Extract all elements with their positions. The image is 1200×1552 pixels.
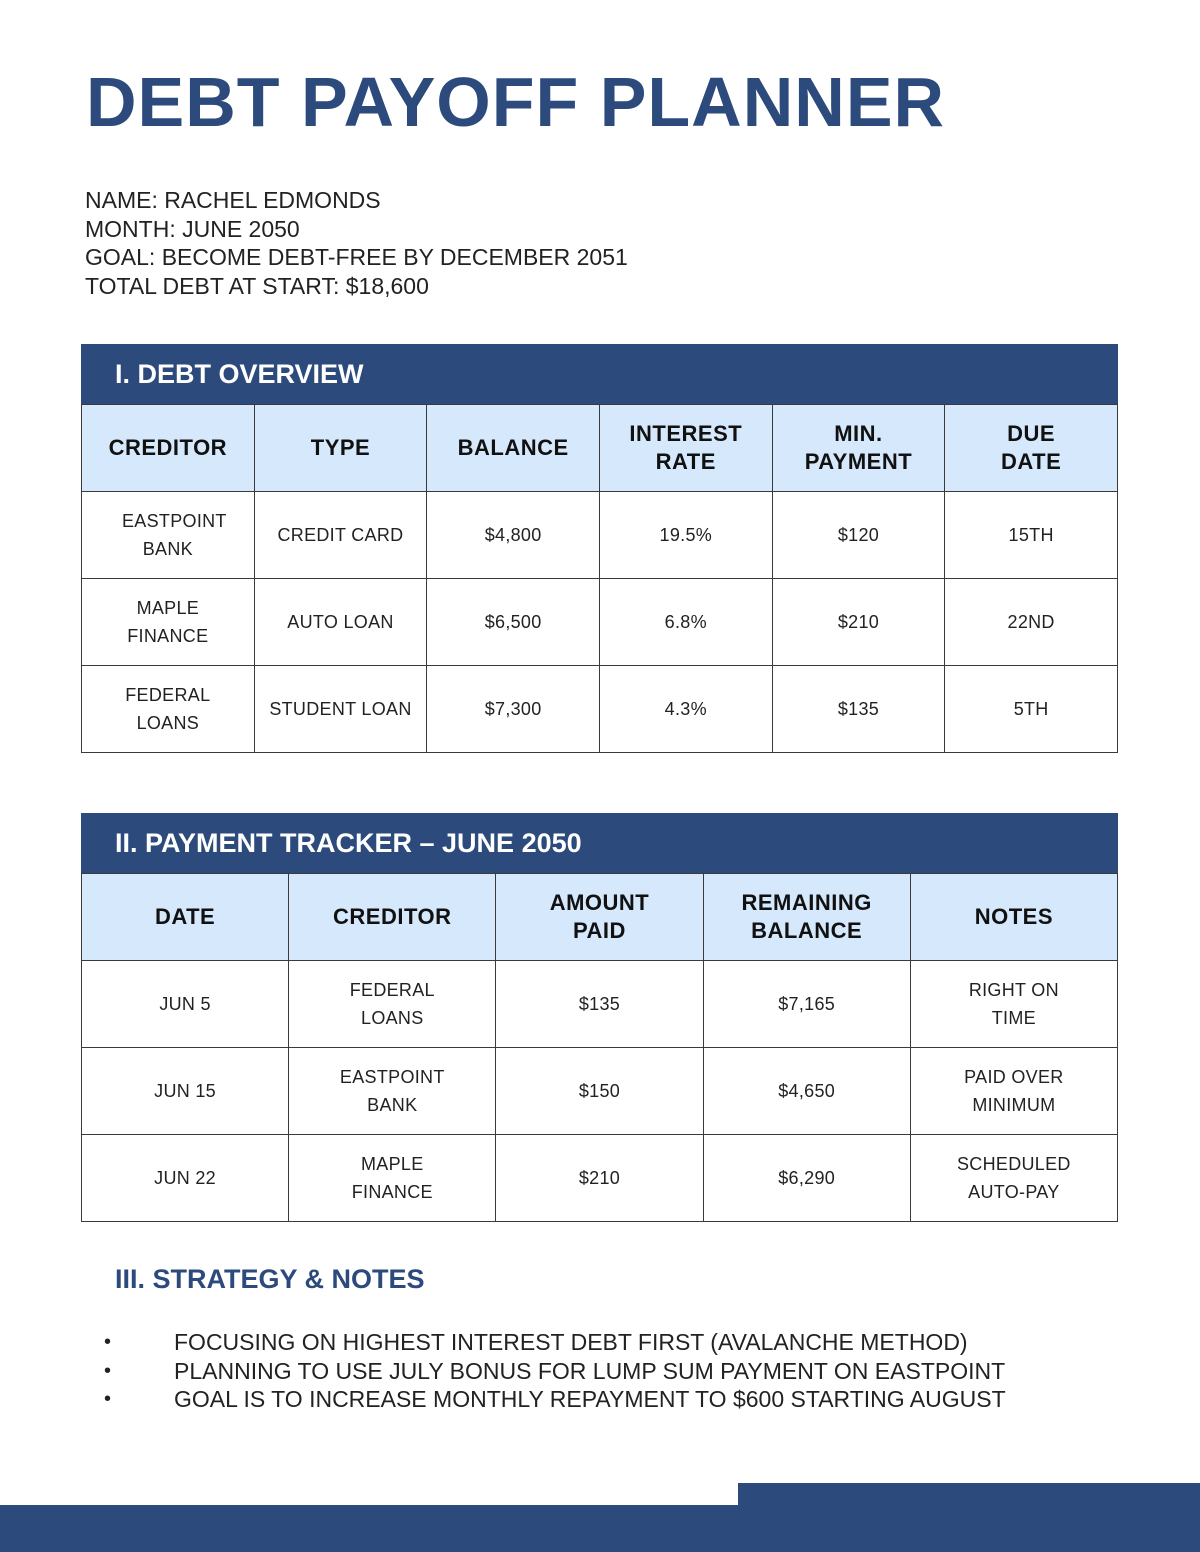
column-header: DUE DATE — [945, 405, 1118, 492]
column-header: CREDITOR — [289, 874, 496, 961]
amount-paid-cell: $135 — [496, 961, 703, 1048]
min-payment-cell: $210 — [772, 579, 945, 666]
type-cell: CREDIT CARD — [254, 492, 427, 579]
column-header: MIN. PAYMENT — [772, 405, 945, 492]
list-item-text: FOCUSING ON HIGHEST INTEREST DEBT FIRST (AVALANCHE METHOD) — [174, 1329, 968, 1355]
date-cell: JUN 22 — [82, 1135, 289, 1222]
remaining-balance-cell: $4,650 — [703, 1048, 910, 1135]
balance-cell: $7,300 — [427, 666, 600, 753]
creditor-cell: EASTPOINT BANK — [289, 1048, 496, 1135]
month-line: MONTH: JUNE 2050 — [85, 215, 300, 242]
goal-line: GOAL: BECOME DEBT-FREE BY DECEMBER 2051 — [85, 244, 628, 270]
total-debt-line: TOTAL DEBT AT START: $18,600 — [85, 272, 429, 299]
table-row — [82, 666, 1118, 753]
table-row — [82, 579, 1118, 666]
footer-band — [0, 1505, 740, 1552]
page-title: DEBT PAYOFF PLANNER — [86, 63, 946, 141]
notes-cell: RIGHT ON TIME — [910, 961, 1117, 1048]
amount-paid-cell: $210 — [496, 1135, 703, 1222]
balance-cell: $6,500 — [427, 579, 600, 666]
table-header-row — [82, 874, 1118, 961]
type-cell: AUTO LOAN — [254, 579, 427, 666]
table-row — [82, 492, 1118, 579]
min-payment-cell: $135 — [772, 666, 945, 753]
planner-info — [85, 186, 628, 300]
min-payment-cell: $120 — [772, 492, 945, 579]
bullet-icon: • — [104, 1359, 112, 1382]
debt-overview-section — [81, 344, 1118, 753]
list-item-text: GOAL IS TO INCREASE MONTHLY REPAYMENT TO $600 STARTING AUGUST — [174, 1386, 1006, 1412]
interest-rate-cell: 4.3% — [599, 666, 772, 753]
remaining-balance-cell: $6,290 — [703, 1135, 910, 1222]
name-line: NAME: RACHEL EDMONDS — [85, 187, 381, 213]
table-header-row — [82, 405, 1118, 492]
interest-rate-cell: 19.5% — [599, 492, 772, 579]
table-row — [82, 961, 1118, 1048]
table-row — [82, 1048, 1118, 1135]
footer-band-raised — [738, 1483, 1200, 1552]
column-header: NOTES — [910, 874, 1117, 961]
column-header: BALANCE — [427, 405, 600, 492]
creditor-cell: MAPLE FINANCE — [82, 579, 255, 666]
column-header: TYPE — [254, 405, 427, 492]
column-header: REMAINING BALANCE — [703, 874, 910, 961]
column-header: DATE — [82, 874, 289, 961]
list-item — [100, 1328, 1006, 1357]
notes-cell: SCHEDULED AUTO-PAY — [910, 1135, 1117, 1222]
due-date-cell: 22ND — [945, 579, 1118, 666]
remaining-balance-cell: $7,165 — [703, 961, 910, 1048]
amount-paid-cell: $150 — [496, 1048, 703, 1135]
list-item — [100, 1385, 1006, 1414]
balance-cell: $4,800 — [427, 492, 600, 579]
payment-tracker-heading: II. PAYMENT TRACKER – JUNE 2050 — [81, 813, 1118, 873]
type-cell: STUDENT LOAN — [254, 666, 427, 753]
list-item — [100, 1357, 1006, 1386]
strategy-heading: III. STRATEGY & NOTES — [115, 1264, 425, 1294]
bullet-icon: • — [104, 1331, 112, 1353]
column-header: INTEREST RATE — [599, 405, 772, 492]
debt-overview-heading: I. DEBT OVERVIEW — [81, 344, 1118, 404]
date-cell: JUN 15 — [82, 1048, 289, 1135]
interest-rate-cell: 6.8% — [599, 579, 772, 666]
date-cell: JUN 5 — [82, 961, 289, 1048]
due-date-cell: 5TH — [945, 666, 1118, 753]
notes-cell: PAID OVER MINIMUM — [910, 1048, 1117, 1135]
creditor-cell: FEDERAL LOANS — [289, 961, 496, 1048]
column-header: AMOUNT PAID — [496, 874, 703, 961]
column-header: CREDITOR — [82, 405, 255, 492]
payment-tracker-section — [81, 813, 1118, 1222]
creditor-cell: EASTPOINT BANK — [82, 492, 255, 579]
table-row — [82, 1135, 1118, 1222]
debt-overview-table — [81, 404, 1118, 753]
due-date-cell: 15TH — [945, 492, 1118, 579]
bullet-icon: • — [104, 1388, 112, 1410]
creditor-cell: FEDERAL LOANS — [82, 666, 255, 753]
payment-tracker-table — [81, 873, 1118, 1222]
list-item-text: PLANNING TO USE JULY BONUS FOR LUMP SUM PAYMENT ON EASTPOINT — [174, 1357, 1006, 1384]
strategy-list — [100, 1328, 1006, 1414]
creditor-cell: MAPLE FINANCE — [289, 1135, 496, 1222]
